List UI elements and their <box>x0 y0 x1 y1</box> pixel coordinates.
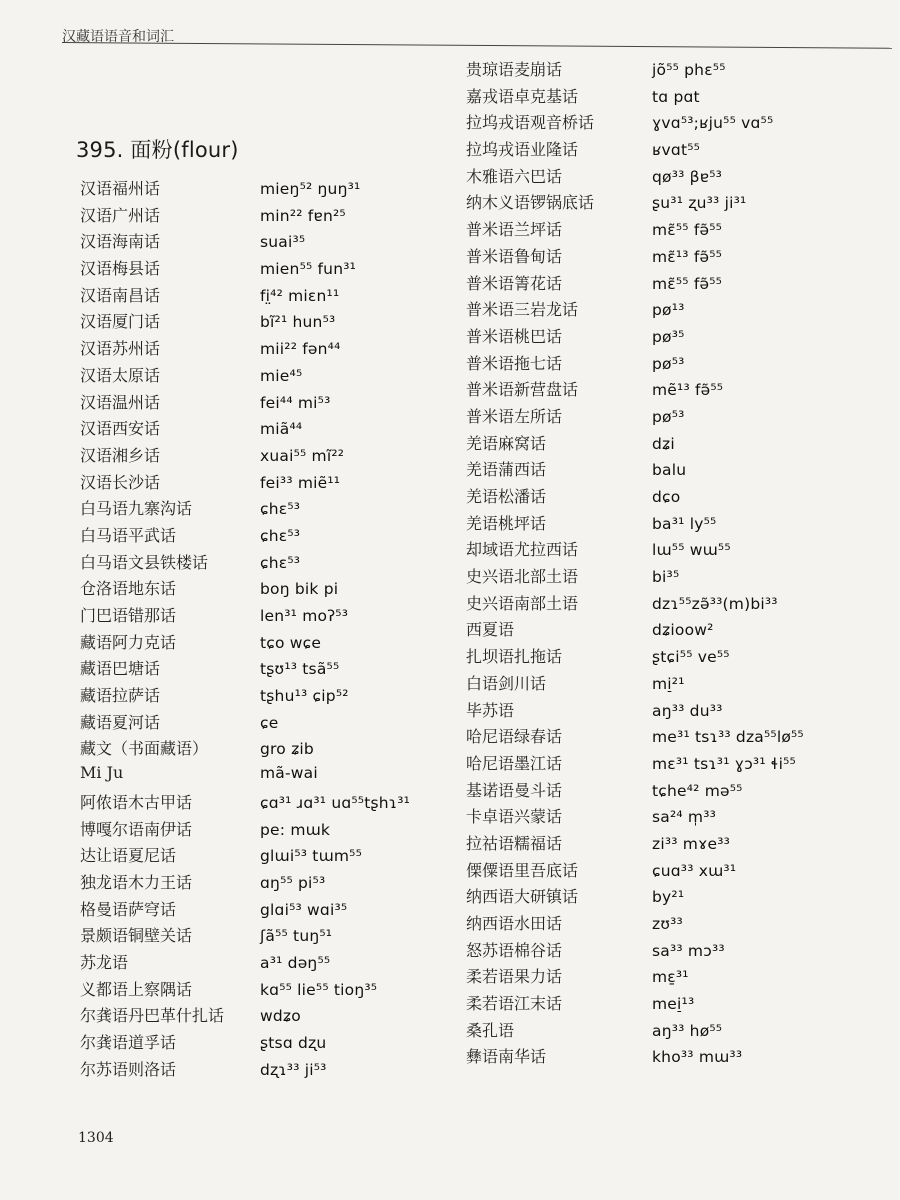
phonetic-form: pø¹³ <box>652 301 685 320</box>
list-item <box>466 964 866 991</box>
phonetic-form: aŋ³³ hø⁵⁵ <box>652 1021 723 1040</box>
phonetic-form: miã⁴⁴ <box>260 420 303 439</box>
language-name: 藏文（书面藏语） <box>80 739 209 759</box>
phonetic-form: pø³⁵ <box>652 327 685 346</box>
phonetic-form: mɛ̃¹³ fə̃⁵⁵ <box>652 247 723 266</box>
language-name: 尔苏语则洛话 <box>80 1059 177 1079</box>
list-item <box>80 790 480 817</box>
language-name: 拉坞戎语观音桥话 <box>466 113 595 133</box>
list-item <box>466 404 866 431</box>
phonetic-form: tʂʊ¹³ tsã⁵⁵ <box>260 660 340 679</box>
list-item <box>466 324 866 351</box>
language-name: 白马语平武话 <box>80 525 177 545</box>
phonetic-form: ɕhɛ⁵³ <box>260 526 301 545</box>
list-item <box>80 977 480 1004</box>
phonetic-form: sa³³ mɔ³³ <box>652 941 725 960</box>
phonetic-form: mẽ¹³ fə̃⁵⁵ <box>652 381 724 400</box>
phonetic-form: mieŋ⁵² ŋuŋ³¹ <box>260 180 361 198</box>
phonetic-form: len³¹ moʔ⁵³ <box>260 607 349 625</box>
phonetic-form: mɛ̃⁵⁵ fə̃⁵⁵ <box>652 274 723 293</box>
list-item <box>80 736 480 763</box>
list-item <box>80 363 480 390</box>
phonetic-form: fi̤⁴² miɛn¹¹ <box>260 286 340 305</box>
language-name: Mi Ju <box>80 763 124 783</box>
list-item <box>80 870 480 897</box>
list-item <box>80 443 480 470</box>
phonetic-form: bĩ²¹ hun⁵³ <box>260 313 336 332</box>
phonetic-form: dɕo <box>652 488 681 506</box>
language-name: 尔龚语丹巴革什扎话 <box>80 1006 225 1026</box>
language-name: 傈僳语里吾底话 <box>466 860 579 880</box>
list-item <box>466 110 866 137</box>
language-name: 藏语夏河话 <box>80 712 161 732</box>
list-item <box>466 804 866 831</box>
phonetic-form: xuai⁵⁵ mĩ²² <box>260 446 345 465</box>
language-name: 景颇语铜壁关话 <box>80 926 193 946</box>
list-item <box>466 1018 866 1045</box>
language-name: 藏语拉萨话 <box>80 686 161 706</box>
list-item <box>80 817 480 844</box>
list-item <box>466 698 866 725</box>
phonetic-form: ɕɑ³¹ ɹɑ³¹ uɑ⁵⁵tʂhɿ³¹ <box>260 793 411 812</box>
list-item <box>466 84 866 111</box>
phonetic-form: tɕo wɕe <box>260 633 322 652</box>
list-item <box>466 858 866 885</box>
language-name: 门巴语错那话 <box>80 606 177 625</box>
phonetic-form: kɑ⁵⁵ lie⁵⁵ tioŋ³⁵ <box>260 980 378 999</box>
list-item <box>466 991 866 1018</box>
language-name: 却域语尤拉西话 <box>466 540 579 560</box>
list-item <box>466 778 866 805</box>
phonetic-form: tɕhe⁴² mə⁵⁵ <box>652 781 743 800</box>
phonetic-form: me³¹ tsɿ³³ dza⁵⁵lø⁵⁵ <box>652 728 804 747</box>
phonetic-form: zi³³ mɤe³³ <box>652 834 731 853</box>
phonetic-form: mɛ̃⁵⁵ fə̃⁵⁵ <box>652 221 723 240</box>
language-name: 哈尼语绿春话 <box>466 727 563 747</box>
list-item <box>466 377 866 404</box>
phonetic-form: dʑioow² <box>652 621 714 640</box>
language-name: 怒苏语棉谷话 <box>466 940 563 960</box>
phonetic-form: balu <box>652 461 687 480</box>
list-item <box>80 923 480 950</box>
phonetic-form: ɣvɑ⁵³;ʁju⁵⁵ vɑ⁵⁵ <box>652 114 774 133</box>
phonetic-form: ʃã⁵⁵ tuŋ⁵¹ <box>260 927 333 946</box>
list-item <box>80 470 480 497</box>
phonetic-form: dʑi <box>652 434 675 453</box>
list-item <box>80 1003 480 1030</box>
language-name: 羌语桃坪话 <box>466 513 547 533</box>
language-name: 汉语湘乡话 <box>80 445 161 465</box>
list-item <box>466 1044 866 1071</box>
language-name: 纳西语大研镇话 <box>466 887 579 907</box>
phonetic-form: pe: mɯk <box>260 820 331 839</box>
list-item <box>466 297 866 324</box>
left-column <box>80 176 480 1083</box>
list-item <box>80 283 480 310</box>
list-item <box>80 496 480 523</box>
language-name: 藏语阿力克话 <box>80 632 177 652</box>
list-item <box>466 457 866 484</box>
list-item <box>466 137 866 164</box>
list-item <box>80 176 480 203</box>
phonetic-form: kho³³ mɯ³³ <box>652 1048 743 1067</box>
language-name: 羌语松潘话 <box>466 487 547 506</box>
right-column <box>466 57 866 1071</box>
language-name: 汉语南昌话 <box>80 285 161 305</box>
language-name: 汉语广州话 <box>80 205 161 225</box>
list-item <box>466 484 866 511</box>
phonetic-form: pø⁵³ <box>652 407 685 426</box>
header-rule <box>62 42 892 49</box>
phonetic-form: gro ʑib <box>260 740 314 759</box>
language-name: 普米语箐花话 <box>466 273 563 293</box>
list-item <box>466 564 866 591</box>
language-name: 嘉戎语卓克基话 <box>466 86 579 106</box>
language-name: 独龙语木力王话 <box>80 872 193 892</box>
phonetic-form: aŋ³³ du³³ <box>652 701 723 720</box>
language-name: 普米语兰坪话 <box>466 220 563 240</box>
phonetic-form: ʂtsɑ dʐu <box>260 1034 327 1052</box>
language-name: 西夏语 <box>466 620 515 640</box>
phonetic-form: mɛ̱³¹ <box>652 968 689 987</box>
list-item <box>466 164 866 191</box>
list-item <box>466 671 866 698</box>
list-item <box>80 309 480 336</box>
language-name: 哈尼语墨江话 <box>466 753 563 773</box>
language-name: 基诺语曼斗话 <box>466 780 563 800</box>
language-name: 白语剑川话 <box>466 673 547 693</box>
language-name: 苏龙语 <box>80 952 129 972</box>
phonetic-form: a³¹ dəŋ⁵⁵ <box>260 953 331 972</box>
language-name: 尔龚语道孚话 <box>80 1033 177 1052</box>
list-item <box>80 203 480 230</box>
language-name: 贵琼语麦崩话 <box>466 60 563 79</box>
phonetic-form: mei̠¹³ <box>652 995 695 1014</box>
language-name: 汉语福州话 <box>80 179 161 198</box>
list-item <box>466 884 866 911</box>
phonetic-form: min²² fɐn²⁵ <box>260 206 346 225</box>
language-name: 普米语鲁甸话 <box>466 246 563 266</box>
phonetic-form: by²¹ <box>652 888 685 907</box>
phonetic-form: ʁvɑt⁵⁵ <box>652 141 701 160</box>
list-item <box>466 351 866 378</box>
list-item <box>466 244 866 271</box>
phonetic-form: glɯi⁵³ tɯm⁵⁵ <box>260 847 363 866</box>
language-name: 羌语蒲西话 <box>466 460 547 480</box>
language-name: 白马语文县铁楼话 <box>80 552 209 572</box>
language-name: 木雅语六巴话 <box>466 166 563 186</box>
phonetic-form: dzɿ⁵⁵zə̃³³(m)bi³³ <box>652 594 778 613</box>
list-item <box>466 271 866 298</box>
language-name: 普米语三岩龙话 <box>466 300 579 320</box>
phonetic-form: ɕhɛ⁵³ <box>260 500 301 519</box>
list-item <box>80 603 480 630</box>
phonetic-form: mii²² fən⁴⁴ <box>260 340 341 359</box>
phonetic-form: ʂtɕi⁵⁵ ve⁵⁵ <box>652 648 730 667</box>
language-name: 汉语温州话 <box>80 392 161 412</box>
language-name: 博嘎尔语南伊话 <box>80 819 193 839</box>
list-item <box>80 576 480 603</box>
list-item <box>80 336 480 363</box>
phonetic-form: mien⁵⁵ fun³¹ <box>260 260 357 279</box>
list-item <box>80 950 480 977</box>
phonetic-form: suai³⁵ <box>260 233 306 252</box>
language-name: 阿侬语木古甲话 <box>80 792 193 812</box>
language-name: 仓洛语地东话 <box>80 579 177 599</box>
phonetic-form: tʂhu¹³ ɕip⁵² <box>260 687 349 706</box>
list-item <box>466 591 866 618</box>
phonetic-form: tɑ pɑt <box>652 87 700 106</box>
phonetic-form: mie⁴⁵ <box>260 366 303 385</box>
phonetic-form: ba³¹ ly⁵⁵ <box>652 514 717 533</box>
phonetic-form: mã-wai <box>260 764 318 783</box>
language-name: 普米语桃巴话 <box>466 326 563 346</box>
list-item <box>466 911 866 938</box>
language-name: 卡卓语兴蒙话 <box>466 807 563 827</box>
list-item <box>80 683 480 710</box>
list-item <box>80 1057 480 1084</box>
phonetic-form: mi̠²¹ <box>652 674 685 693</box>
entry-title: 395. 面粉(flour) <box>76 138 239 162</box>
list-item <box>80 630 480 657</box>
list-item <box>80 523 480 550</box>
language-name: 汉语西安话 <box>80 419 161 439</box>
language-name: 普米语新营盘话 <box>466 380 579 400</box>
running-head: 汉藏语语音和词汇 <box>62 29 174 45</box>
list-item <box>466 724 866 751</box>
language-name: 格曼语萨穹话 <box>80 899 177 919</box>
phonetic-form: ɕe <box>260 713 279 732</box>
language-name: 纳木义语锣锅底话 <box>466 193 595 213</box>
phonetic-form: fei³³ miẽ¹¹ <box>260 473 341 492</box>
phonetic-form: wdʑo <box>260 1007 301 1026</box>
list-item <box>466 190 866 217</box>
phonetic-form: ʂu³¹ ʐu³³ ji³¹ <box>652 194 747 213</box>
phonetic-form: fei⁴⁴ mi⁵³ <box>260 393 331 412</box>
list-item <box>80 656 480 683</box>
list-item <box>80 229 480 256</box>
language-name: 藏语巴塘话 <box>80 659 161 679</box>
phonetic-form: ɑŋ⁵⁵ pi⁵³ <box>260 873 326 892</box>
list-item <box>466 617 866 644</box>
list-item <box>80 1030 480 1057</box>
language-name: 柔若语果力话 <box>466 967 563 987</box>
list-item <box>80 256 480 283</box>
language-name: 羌语麻窝话 <box>466 433 547 453</box>
language-name: 纳西语水田话 <box>466 914 563 933</box>
language-name: 汉语苏州话 <box>80 339 161 359</box>
list-item <box>466 938 866 965</box>
language-name: 汉语长沙话 <box>80 472 161 492</box>
list-item <box>466 57 866 84</box>
list-item <box>466 431 866 458</box>
phonetic-form: qø³³ βɐ⁵³ <box>652 167 723 186</box>
language-name: 拉坞戎语业隆话 <box>466 140 579 160</box>
phonetic-form: dʐɿ³³ ji⁵³ <box>260 1060 327 1079</box>
language-name: 白马语九寨沟话 <box>80 499 193 519</box>
phonetic-form: glɑi⁵³ wɑi³⁵ <box>260 900 348 919</box>
list-item <box>80 843 480 870</box>
language-name: 柔若语江末话 <box>466 994 563 1014</box>
list-item <box>466 831 866 858</box>
list-item <box>466 644 866 671</box>
page-number: 1304 <box>78 1130 114 1146</box>
list-item <box>80 763 480 790</box>
language-name: 桑孔语 <box>466 1020 515 1040</box>
list-item <box>466 511 866 538</box>
phonetic-form: lɯ⁵⁵ wɯ⁵⁵ <box>652 541 731 560</box>
language-name: 普米语拖七话 <box>466 353 563 373</box>
phonetic-form: jõ⁵⁵ phɛ⁵⁵ <box>652 61 726 79</box>
list-item <box>466 751 866 778</box>
language-name: 达让语夏尼话 <box>80 846 177 866</box>
list-item <box>80 897 480 924</box>
language-name: 汉语太原话 <box>80 365 161 385</box>
language-name: 史兴语北部土语 <box>466 567 579 587</box>
list-item <box>466 217 866 244</box>
phonetic-form: sa²⁴ m̩³³ <box>652 808 717 827</box>
list-item <box>466 537 866 564</box>
list-item <box>80 416 480 443</box>
language-name: 普米语左所话 <box>466 406 563 426</box>
phonetic-form: boŋ bik pi <box>260 580 339 599</box>
phonetic-form: ɕhɛ⁵³ <box>260 553 301 572</box>
phonetic-form: ɕuɑ³³ xɯ³¹ <box>652 861 737 880</box>
list-item <box>80 550 480 577</box>
language-name: 义都语上察隅话 <box>80 979 193 999</box>
language-name: 汉语海南话 <box>80 232 161 252</box>
language-name: 汉语厦门话 <box>80 312 161 332</box>
language-name: 扎坝语扎拖话 <box>466 647 563 667</box>
language-name: 毕苏语 <box>466 700 515 720</box>
phonetic-form: pø⁵³ <box>652 354 685 373</box>
list-item <box>80 390 480 417</box>
language-name: 彝语南华话 <box>466 1047 547 1067</box>
language-name: 拉祜语糯福话 <box>466 833 563 853</box>
phonetic-form: bi³⁵ <box>652 568 680 587</box>
list-item <box>80 710 480 737</box>
language-name: 汉语梅县话 <box>80 259 161 279</box>
language-name: 史兴语南部土语 <box>466 593 579 613</box>
phonetic-form: mɛ³¹ tsɿ³¹ ɣɔ³¹ ɬi⁵⁵ <box>652 754 796 773</box>
phonetic-form: zʊ³³ <box>652 915 683 933</box>
